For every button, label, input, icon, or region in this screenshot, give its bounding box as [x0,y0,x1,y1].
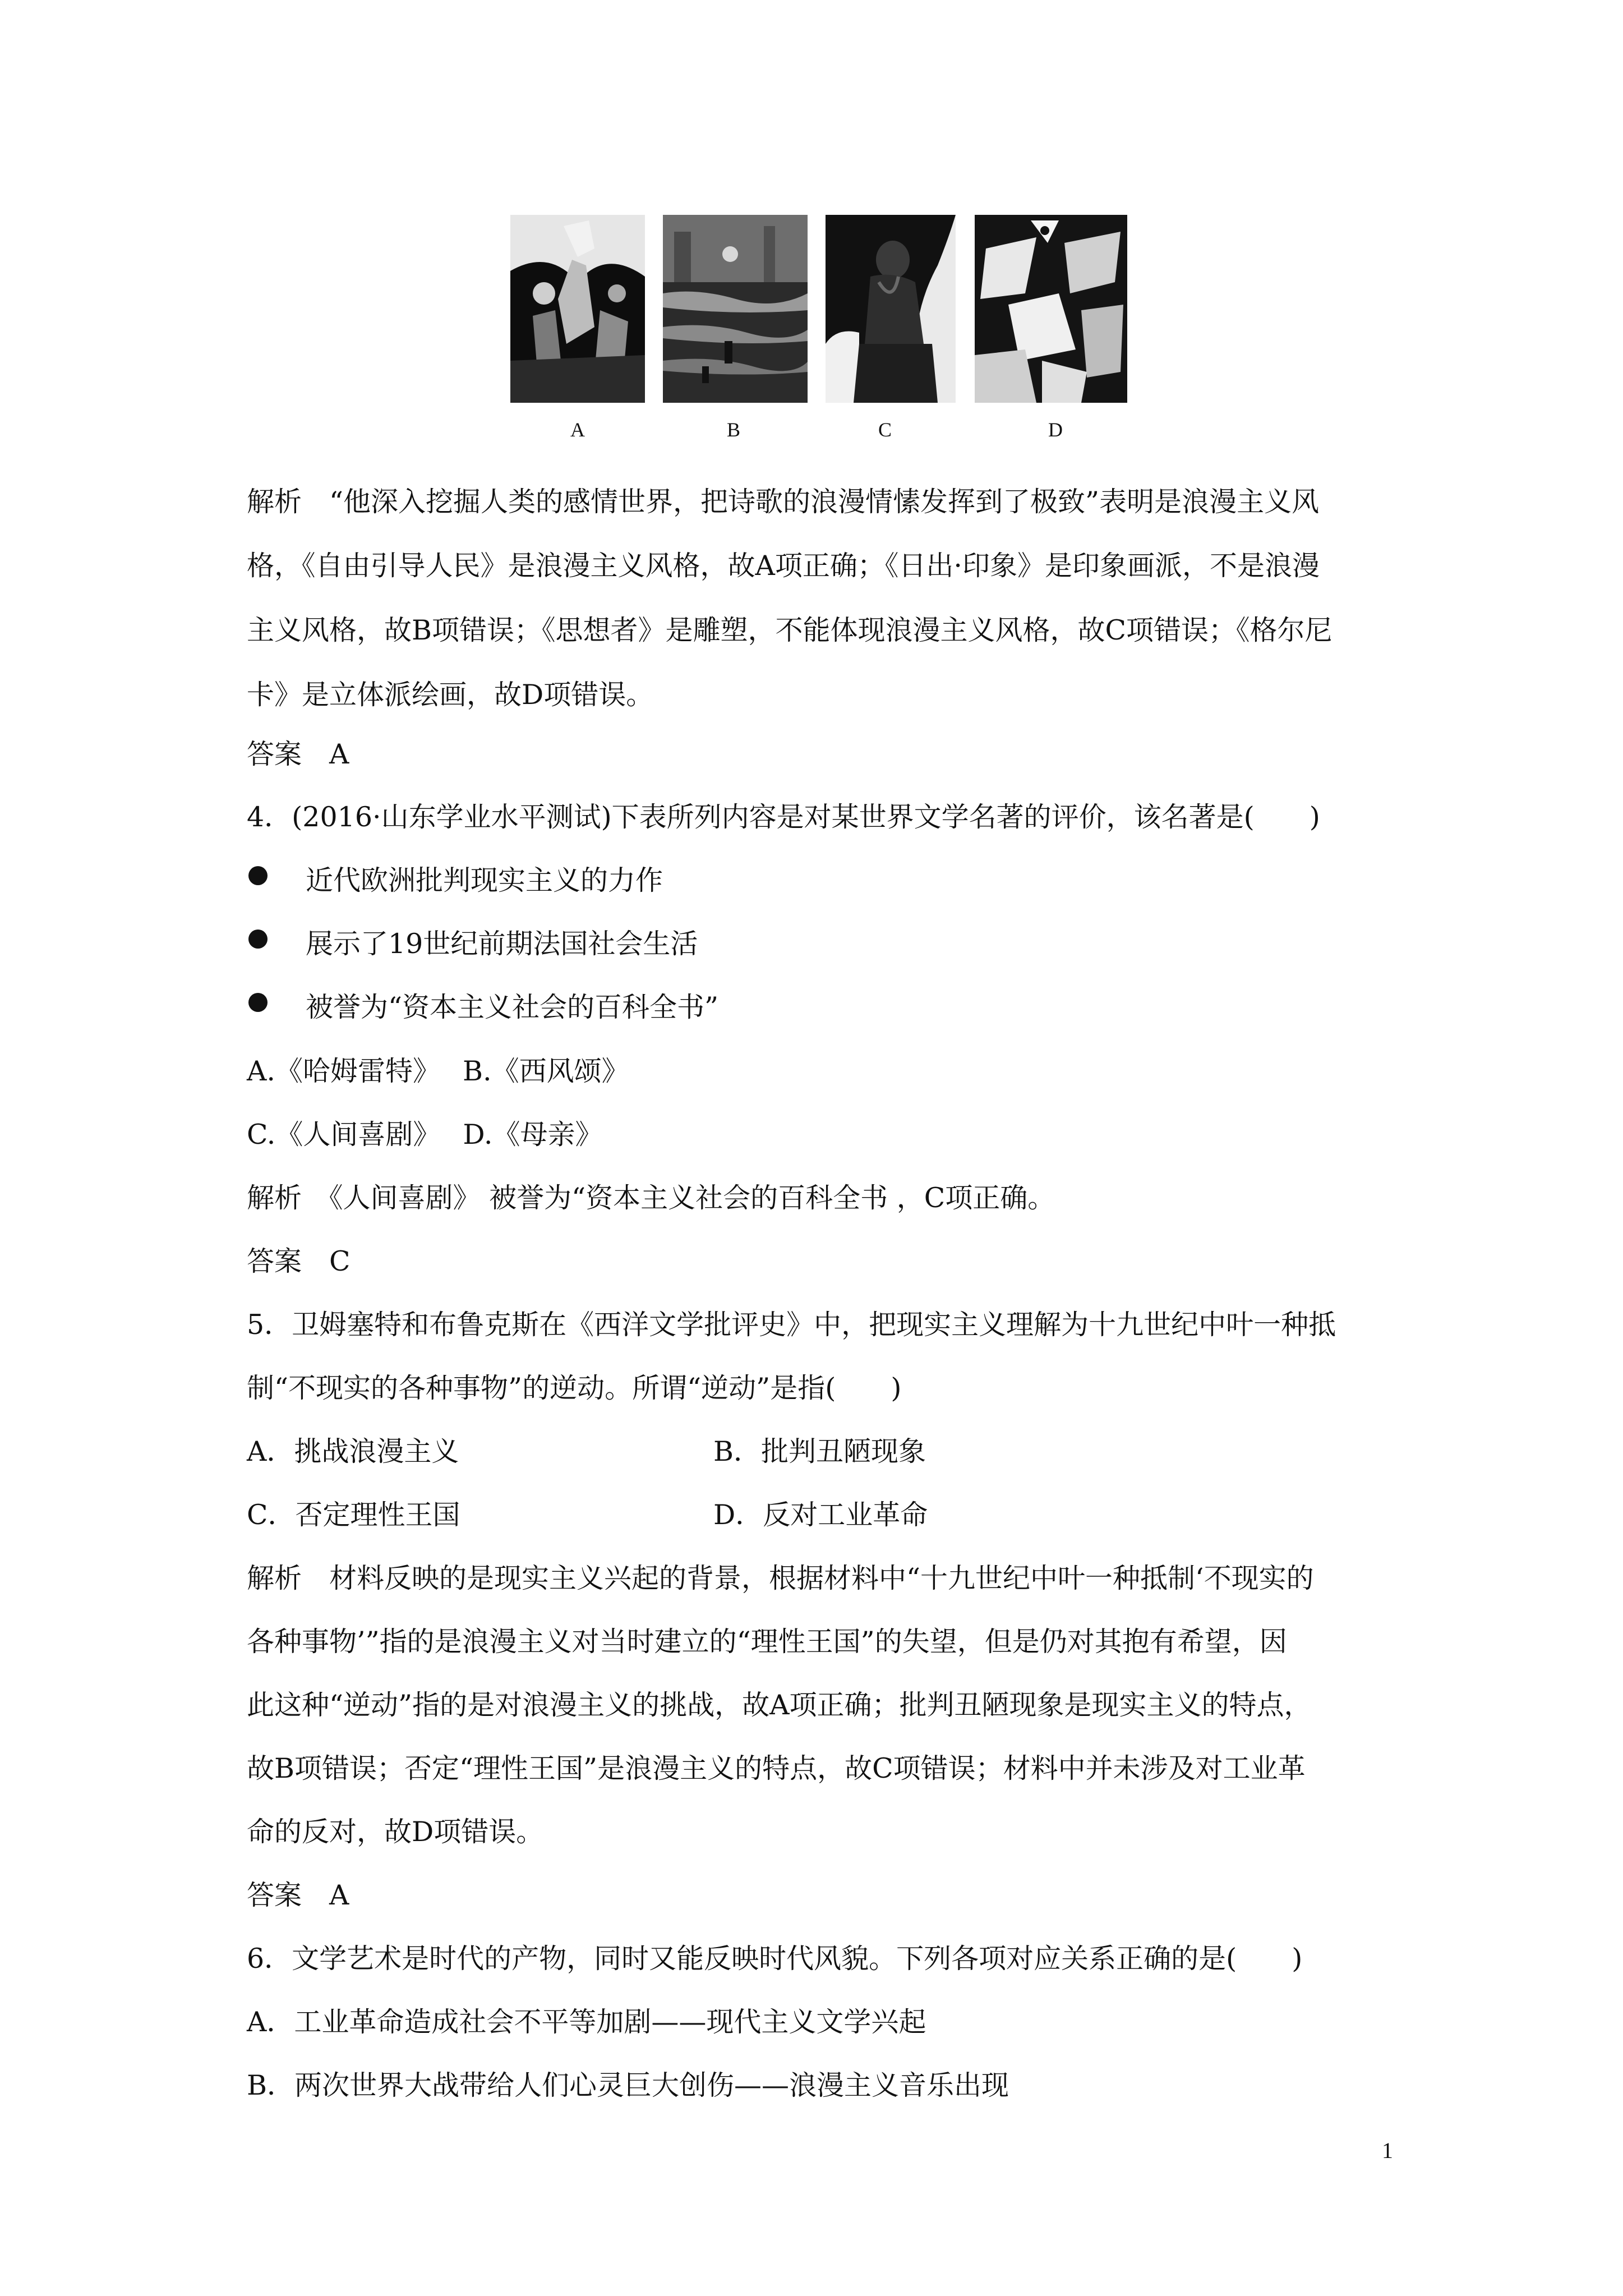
q3-answer: 答案 A [247,738,349,770]
figure-a-painting-image [510,215,645,403]
q4-bullet-dot-2 [248,930,268,949]
q6-stem: 6．文学艺术是时代的产物，同时又能反映时代风貌。下列各项对应关系正确的是( ) [247,1943,1303,1975]
q5-option-c: C．否定理性王国 [247,1499,460,1531]
figure-b-painting-image [663,215,808,403]
q4-options-row-2: C.《人间喜剧》 D.《母亲》 [247,1119,603,1151]
page-number: 1 [1382,2138,1393,2163]
q4-bullet-dot-1 [248,866,268,885]
q4-bullet-3: 被誉为“资本主义社会的百科全书” [306,991,719,1023]
q5-stem-line-1: 5．卫姆塞特和布鲁克斯在《西洋文学批评史》中，把现实主义理解为十九世纪中叶一种抵 [247,1309,1336,1341]
q4-analysis: 解析 《人间喜剧》 被誉为“资本主义社会的百科全书 ，C项正确。 [247,1182,1055,1214]
q5-option-b: B．批判丑陋现象 [713,1435,926,1467]
q3-analysis-line-3: 主义风格，故B项错误；《思想者》是雕塑，不能体现浪漫主义风格，故C项错误；《格尔尼 [247,614,1332,646]
q6-option-a: A．工业革命造成社会不平等加剧——现代主义文学兴起 [247,2006,926,2038]
figure-d-painting-image [975,215,1127,403]
figure-b-label: B [726,418,740,441]
q3-analysis-line-2: 格，《自由引导人民》是浪漫主义风格，故A项正确；《日出·印象》是印象画派，不是浪漫 [247,550,1320,582]
q5-option-a: A．挑战浪漫主义 [247,1435,459,1467]
q5-analysis-line-1: 解析 材料反映的是现实主义兴起的背景，根据材料中“十九世纪中叶一种抵制‘不现实的 [247,1562,1314,1594]
artwork-figures [510,215,1127,406]
q3-analysis-line-1: 解析 “他深入挖掘人类的感情世界，把诗歌的浪漫情愫发挥到了极致”表明是浪漫主义风 [247,486,1320,518]
q5-analysis-line-4: 故B项错误；否定“理性王国”是浪漫主义的特点，故C项错误；材料中并未涉及对工业革 [247,1752,1306,1784]
figure-c-sculpture-image [826,215,956,403]
q4-bullet-dot-3 [248,993,268,1012]
figure-a-label: A [570,418,585,441]
q3-analysis-line-4: 卡》是立体派绘画，故D项错误。 [247,679,654,711]
q5-answer: 答案 A [247,1879,349,1911]
figure-d-label: D [1048,418,1063,441]
figure-c-label: C [878,418,892,441]
q4-bullet-1: 近代欧洲批判现实主义的力作 [306,864,663,896]
q5-option-d: D．反对工业革命 [713,1499,928,1531]
q5-analysis-line-5: 命的反对，故D项错误。 [247,1816,544,1848]
q5-analysis-line-2: 各种事物’”指的是浪漫主义对当时建立的“理性王国”的失望，但是仍对其抱有希望，因 [247,1626,1287,1658]
q6-option-b: B．两次世界大战带给人们心灵巨大创伤——浪漫主义音乐出现 [247,2069,1009,2101]
q5-analysis-line-3: 此这种“逆动”指的是对浪漫主义的挑战，故A项正确；批判丑陋现象是现实主义的特点， [247,1689,1312,1721]
q4-answer: 答案 C [247,1245,351,1277]
q4-options-row-1: A.《哈姆雷特》 B.《西风颂》 [247,1055,629,1087]
q4-bullet-2: 展示了19世纪前期法国社会生活 [306,928,698,960]
q5-stem-line-2: 制“不现实的各种事物”的逆动。所谓“逆动”是指( ) [247,1372,902,1404]
q4-stem: 4．(2016·山东学业水平测试)下表所列内容是对某世界文学名著的评价，该名著是( ) [247,801,1320,833]
